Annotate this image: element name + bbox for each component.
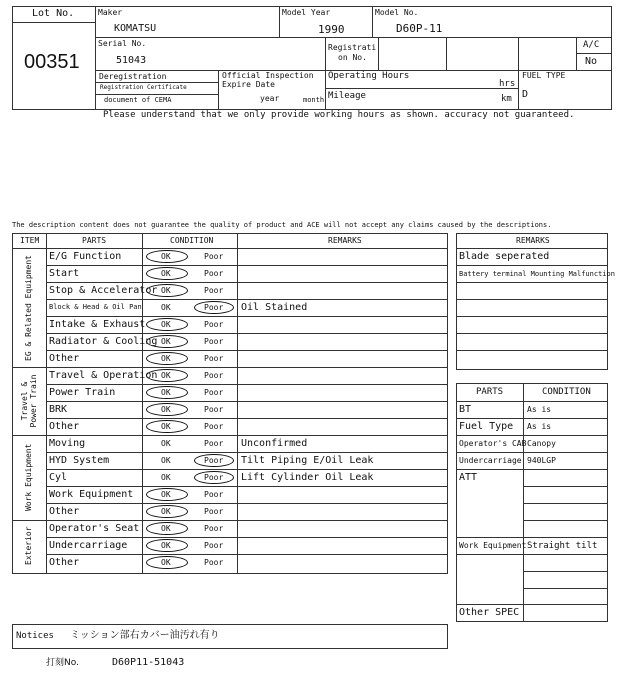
poor-option: Poor	[204, 422, 224, 431]
ok-option: OK	[161, 303, 171, 312]
ok-option: OK	[161, 490, 171, 499]
disclaimer: The description content does not guarantee the quality of product and ACE will not accept any claims caused by the descriptions.	[12, 221, 552, 229]
model-no-label: Model No.	[375, 8, 419, 17]
part-name: Other	[49, 506, 80, 517]
part-name: Start	[49, 268, 80, 279]
ok-selected-circle	[146, 318, 188, 331]
right-part-name: Other SPEC	[459, 607, 520, 618]
poor-option: Poor	[204, 337, 224, 346]
km-label: km	[501, 94, 512, 104]
right-part-name: Fuel Type	[459, 421, 514, 432]
notices-label: Notices	[16, 631, 54, 641]
right-parts-header: PARTS	[476, 387, 504, 397]
part-name: Stop & Accelerator	[49, 285, 158, 296]
parts-header: PARTS	[82, 236, 107, 245]
right-remark-line: Blade seperated	[459, 251, 550, 262]
ok-option: OK	[161, 320, 171, 329]
model-year-value: 1990	[318, 23, 345, 36]
ok-option: OK	[161, 524, 171, 533]
model-no-value: D60P-11	[396, 22, 443, 35]
fuel-type-label: FUEL TYPE	[522, 71, 566, 80]
poor-option: Poor	[204, 388, 224, 397]
serial-no-value: 51043	[116, 55, 147, 66]
ok-option: OK	[161, 269, 171, 278]
ok-option: OK	[161, 456, 171, 465]
right-part-name: ATT	[459, 472, 478, 483]
item-header: ITEM	[20, 236, 40, 245]
part-name: Other	[49, 557, 80, 568]
poor-option: Poor	[204, 507, 224, 516]
remark-text: Tilt Piping E/Oil Leak	[241, 455, 374, 466]
ok-option: OK	[161, 354, 171, 363]
ok-selected-circle	[146, 403, 188, 416]
remark-text: Lift Cylinder Oil Leak	[241, 472, 374, 483]
year-label: year	[260, 94, 280, 103]
poor-selected-circle	[194, 301, 234, 314]
expire-date-label: Expire Date	[222, 80, 275, 89]
ok-option: OK	[161, 388, 171, 397]
ok-selected-circle	[146, 420, 188, 433]
ok-option: OK	[161, 371, 171, 380]
ok-selected-circle	[146, 369, 188, 382]
serial-no-label: Serial No.	[98, 39, 147, 48]
ok-selected-circle	[146, 556, 188, 569]
part-name: BRK	[49, 404, 68, 415]
poor-option: Poor	[204, 439, 224, 448]
right-part-condition: Straight tilt	[527, 541, 598, 551]
part-name: Power Train	[49, 387, 116, 398]
ok-option: OK	[161, 405, 171, 414]
ok-selected-circle	[146, 488, 188, 501]
right-part-name: Work Equipment	[459, 541, 527, 550]
deregistration-label: Deregistration	[99, 72, 167, 81]
part-name: HYD System	[49, 455, 110, 466]
poor-selected-circle	[194, 471, 234, 484]
registration-certificate-label: Registration Certificate	[100, 84, 187, 91]
part-name: Travel & Operation	[49, 370, 158, 381]
mileage-label: Mileage	[328, 91, 366, 101]
right-condition-header: CONDITION	[542, 387, 591, 397]
ok-selected-circle	[146, 267, 188, 280]
ok-selected-circle	[146, 250, 188, 263]
right-remark-line: Battery terminal Mounting Malfunction	[459, 270, 615, 278]
official-inspection-label: Official Inspection	[222, 71, 314, 80]
right-part-condition: As is	[527, 405, 552, 414]
part-name: Undercarriage	[49, 540, 128, 551]
poor-option: Poor	[204, 456, 224, 465]
poor-option: Poor	[204, 320, 224, 329]
ok-option: OK	[161, 541, 171, 550]
ok-option: OK	[161, 286, 171, 295]
item-group-label: Exterior	[24, 526, 33, 565]
ok-option: OK	[161, 473, 171, 482]
stamp-label: 打刻No.	[46, 658, 79, 668]
ok-selected-circle	[146, 335, 188, 348]
poor-option: Poor	[204, 371, 224, 380]
poor-option: Poor	[204, 541, 224, 550]
part-name: Radiator & Cooling	[49, 336, 158, 347]
part-name: Operator's Seat	[49, 523, 140, 534]
part-name: Intake & Exhaust	[49, 319, 146, 330]
lot-no-label: Lot No.	[32, 8, 75, 19]
item-group-label: Travel & Power Train	[20, 374, 38, 428]
part-name: Other	[49, 421, 80, 432]
registration-no-label-2: on No.	[338, 53, 367, 62]
ok-selected-circle	[146, 522, 188, 535]
poor-option: Poor	[204, 490, 224, 499]
ok-selected-circle	[146, 284, 188, 297]
poor-option: Poor	[204, 354, 224, 363]
right-part-condition: Canopy	[527, 439, 556, 448]
right-part-name: BT	[459, 404, 472, 415]
part-name: E/G Function	[49, 251, 122, 262]
poor-option: Poor	[204, 269, 224, 278]
month-label: month	[303, 96, 325, 104]
ok-option: OK	[161, 558, 171, 567]
ac-value: No	[585, 56, 598, 67]
right-remarks-header: REMARKS	[516, 236, 550, 245]
ok-selected-circle	[146, 386, 188, 399]
stamp-value: D60P11-51043	[112, 657, 185, 668]
operating-hours-label: Operating Hours	[328, 71, 410, 81]
ok-selected-circle	[146, 539, 188, 552]
item-group-label: EG & Related Equipment	[24, 254, 33, 361]
right-part-name: Operator's CAB	[459, 439, 527, 448]
part-name: Moving	[49, 438, 86, 449]
remarks-header: REMARKS	[328, 236, 362, 245]
poor-option: Poor	[204, 405, 224, 414]
document-of-cema-label: document of CEMA	[104, 96, 172, 104]
part-name: Cyl	[49, 472, 68, 483]
hours-notice: Please understand that we only provide working hours as shown. accuracy not guaranteed.	[103, 110, 575, 120]
remark-text: Unconfirmed	[241, 438, 308, 449]
part-name: Work Equipment	[49, 489, 134, 500]
poor-option: Poor	[204, 558, 224, 567]
notices-text: ミッション部右カバー油汚れ有り	[70, 630, 220, 641]
maker-value: KOMATSU	[114, 23, 157, 34]
remark-text: Oil Stained	[241, 302, 308, 313]
ok-option: OK	[161, 422, 171, 431]
fuel-type-value: D	[522, 89, 529, 100]
lot-no: 00351	[24, 51, 80, 73]
ok-option: OK	[161, 337, 171, 346]
right-part-name: Undercarriage	[459, 456, 522, 465]
poor-option: Poor	[204, 252, 224, 261]
ok-option: OK	[161, 507, 171, 516]
part-name: Other	[49, 353, 80, 364]
ok-option: OK	[161, 439, 171, 448]
ok-selected-circle	[146, 505, 188, 518]
ok-selected-circle	[146, 352, 188, 365]
item-group-label: Work Equipment	[24, 443, 33, 511]
poor-option: Poor	[204, 303, 224, 312]
poor-option: Poor	[204, 473, 224, 482]
poor-option: Poor	[204, 524, 224, 533]
poor-selected-circle	[194, 454, 234, 467]
condition-header: CONDITION	[170, 236, 214, 245]
model-year-label: Model Year	[282, 8, 331, 17]
maker-label: Maker	[98, 8, 123, 17]
ac-label: A/C	[583, 40, 600, 50]
poor-option: Poor	[204, 286, 224, 295]
right-part-condition: 940LGP	[527, 456, 556, 465]
registration-no-label-1: Registrati	[328, 43, 377, 52]
ok-option: OK	[161, 252, 171, 261]
hrs-label: hrs	[499, 79, 516, 89]
right-part-condition: As is	[527, 422, 552, 431]
part-name: Block & Head & Oil Pan	[49, 303, 142, 311]
